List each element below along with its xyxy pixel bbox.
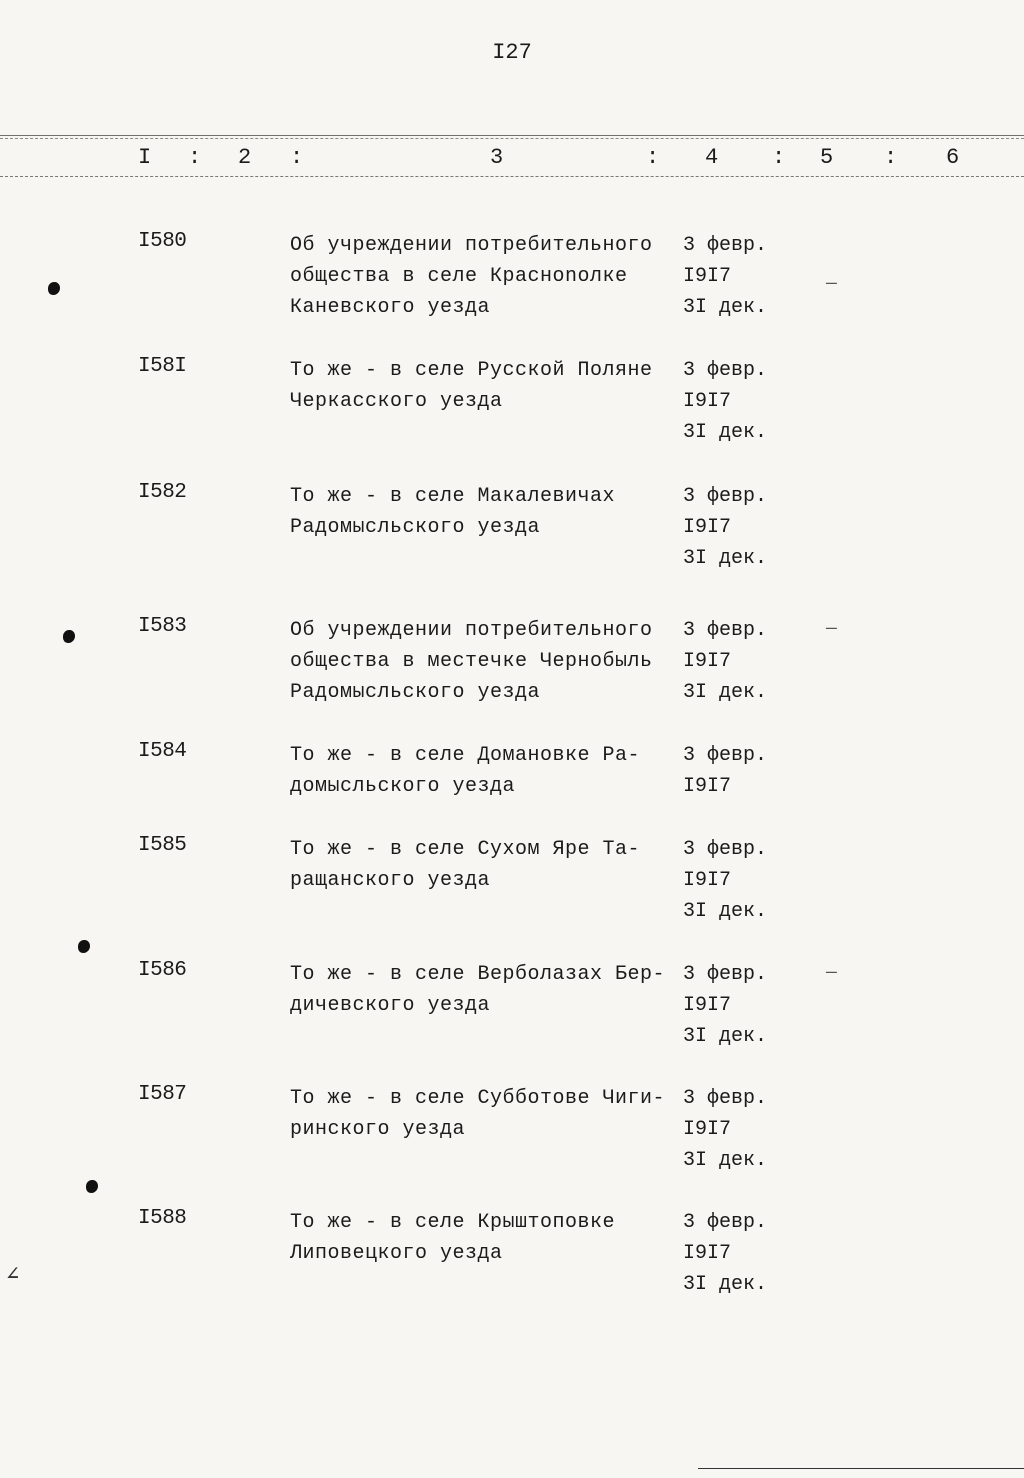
record-date-line: 3I дек. (683, 547, 768, 570)
record-title (290, 230, 680, 323)
record-title (290, 1083, 680, 1145)
record-date-line: 3 февр. (683, 744, 768, 767)
record-date-line: 3I дек. (683, 900, 768, 923)
record-title-line: То же - в селе Макалевичах (290, 485, 616, 508)
record-title-line: общества в местечке Чернобыль (290, 650, 653, 673)
header-rule-top-2 (0, 138, 1024, 139)
record-number: I588 (138, 1207, 187, 1230)
record-date-line: I9I7 (683, 775, 732, 798)
punch-hole (48, 282, 60, 295)
record-number: I582 (138, 481, 187, 504)
record-title (290, 740, 680, 802)
record-number: I580 (138, 230, 187, 253)
column-separator: : (772, 145, 786, 170)
record-title (290, 355, 680, 417)
record-date-line: 3I дек. (683, 681, 768, 704)
record-title-line: Радомысльского уезда (290, 516, 541, 539)
record-dates (683, 740, 767, 802)
record-date-line: I9I7 (683, 650, 732, 673)
record-title-line: ринского уезда (290, 1118, 466, 1141)
record-number: I58I (138, 355, 187, 378)
record-title-line: Черкасского уезда (290, 390, 503, 413)
record-dates (683, 1207, 767, 1300)
record-title-line: Об учреждении потребительного (290, 234, 653, 257)
record-date-line: 3I дек. (683, 1025, 768, 1048)
record-dates (683, 834, 767, 927)
record-title-line: дичевского уезда (290, 994, 491, 1017)
record-mark: — (826, 963, 837, 983)
record-dates (683, 355, 767, 448)
record-dates (683, 959, 767, 1052)
record-date-line: 3I дек. (683, 296, 768, 319)
record-date-line: I9I7 (683, 1118, 732, 1141)
column-header-6: 6 (946, 145, 960, 170)
record-title-line: ращанского уезда (290, 869, 491, 892)
record-number: I587 (138, 1083, 187, 1106)
record-title-line: домысльского уезда (290, 775, 516, 798)
column-header-5: 5 (820, 145, 834, 170)
record-number: I586 (138, 959, 187, 982)
column-separator: : (884, 145, 898, 170)
record-date-line: 3 февр. (683, 485, 768, 508)
record-dates (683, 1083, 767, 1176)
record-title-line: Радомысльского уезда (290, 681, 541, 704)
record-date-line: 3 февр. (683, 838, 768, 861)
footer-rule (698, 1468, 1024, 1469)
record-title (290, 834, 680, 896)
margin-annotation: ∠ (6, 1263, 20, 1288)
column-header-3: 3 (490, 145, 504, 170)
record-date-line: I9I7 (683, 390, 732, 413)
column-header-2: 2 (238, 145, 252, 170)
record-date-line: 3 февр. (683, 963, 768, 986)
record-title-line: Липовецкого уезда (290, 1242, 503, 1265)
record-date-line: 3I дек. (683, 421, 768, 444)
record-date-line: I9I7 (683, 265, 732, 288)
column-header-1: I (138, 145, 152, 170)
record-number: I583 (138, 615, 187, 638)
record-title-line: То же - в селе Сухом Яре Та- (290, 838, 641, 861)
record-title (290, 1207, 680, 1269)
record-dates (683, 230, 767, 323)
record-title (290, 615, 680, 708)
record-date-line: 3I дек. (683, 1273, 768, 1296)
record-date-line: 3 февр. (683, 1211, 768, 1234)
header-rule-top (0, 135, 1024, 136)
record-date-line: 3I дек. (683, 1149, 768, 1172)
record-title-line: общества в селе Красноnолке (290, 265, 628, 288)
record-title-line: То же - в селе Русской Поляне (290, 359, 653, 382)
record-date-line: 3 февр. (683, 359, 768, 382)
record-date-line: I9I7 (683, 994, 732, 1017)
record-mark: — (826, 274, 837, 294)
record-title-line: То же - в селе Крыштоповке (290, 1211, 616, 1234)
record-dates (683, 481, 767, 574)
record-title-line: То же - в селе Субботове Чиги- (290, 1087, 666, 1110)
page-number: I27 (492, 40, 532, 65)
record-title (290, 959, 680, 1021)
record-date-line: I9I7 (683, 869, 732, 892)
record-mark: — (826, 619, 837, 639)
record-title (290, 481, 680, 543)
record-dates (683, 615, 767, 708)
column-separator: : (188, 145, 202, 170)
column-separator: : (290, 145, 304, 170)
record-date-line: 3 февр. (683, 619, 768, 642)
record-date-line: 3 февр. (683, 1087, 768, 1110)
record-date-line: I9I7 (683, 516, 732, 539)
column-header-4: 4 (705, 145, 719, 170)
record-title-line: То же - в селе Верболазах Бер- (290, 963, 666, 986)
record-title-line: Каневского уезда (290, 296, 491, 319)
record-title-line: Об учреждении потребительного (290, 619, 653, 642)
punch-hole (63, 630, 75, 643)
header-rule-bottom (0, 176, 1024, 177)
record-number: I585 (138, 834, 187, 857)
record-number: I584 (138, 740, 187, 763)
record-title-line: То же - в селе Домановке Ра- (290, 744, 641, 767)
punch-hole (78, 940, 90, 953)
punch-hole (86, 1180, 98, 1193)
column-separator: : (646, 145, 660, 170)
record-date-line: 3 февр. (683, 234, 768, 257)
record-date-line: I9I7 (683, 1242, 732, 1265)
